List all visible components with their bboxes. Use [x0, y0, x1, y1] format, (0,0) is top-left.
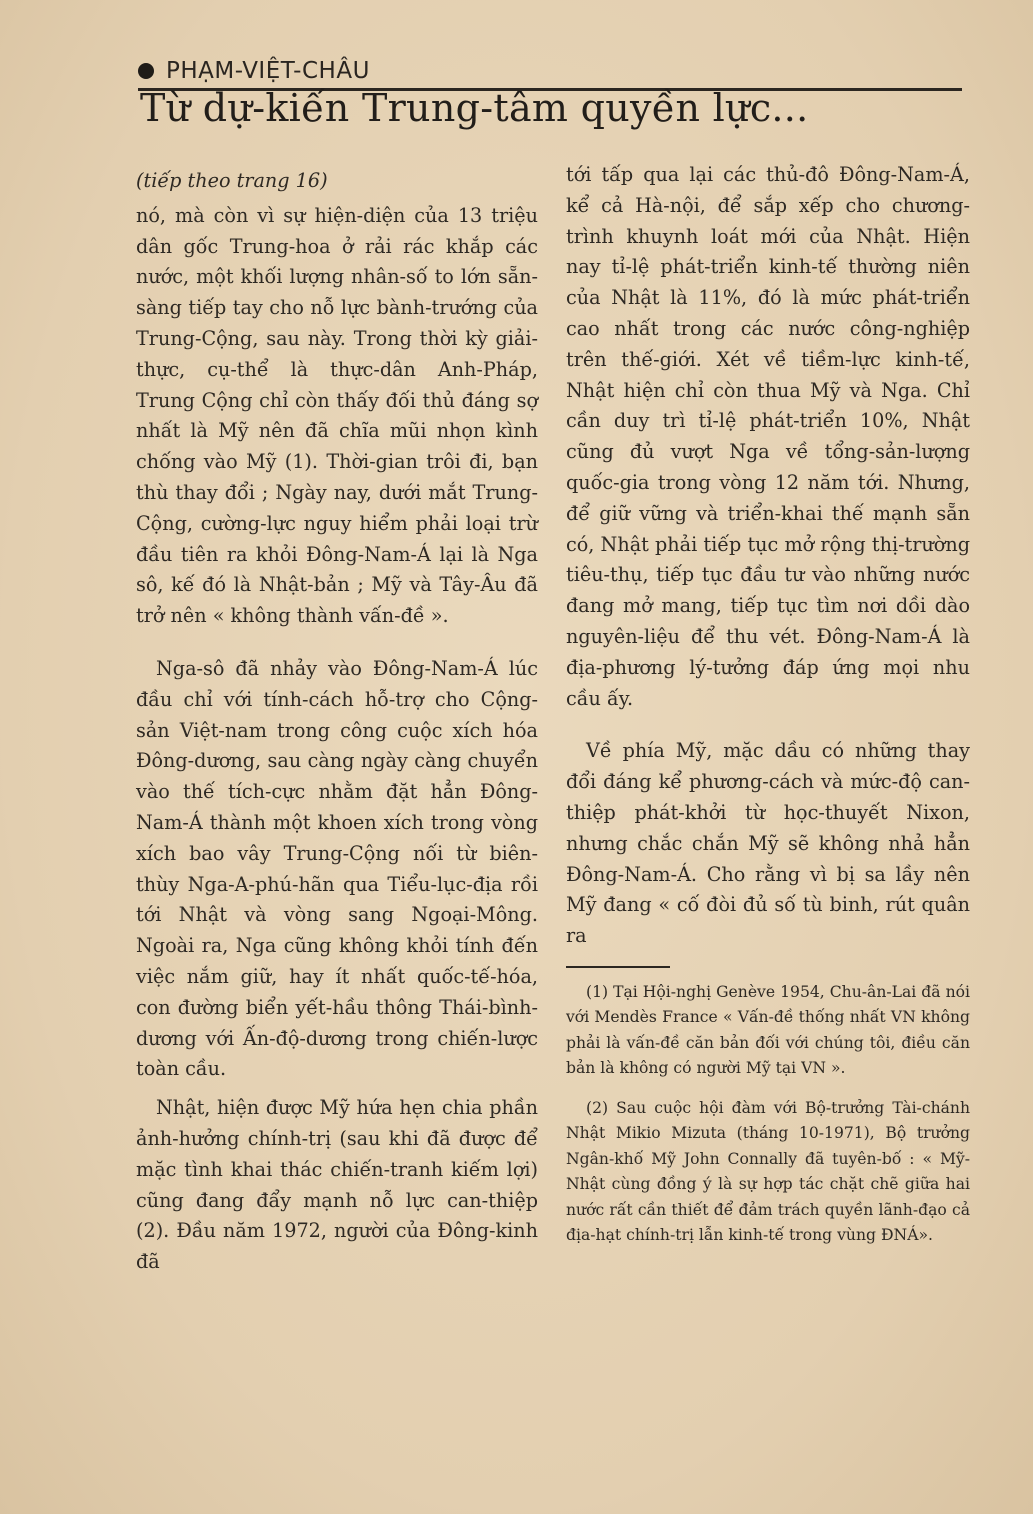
article-title: Từ dự-kiến Trung-tâm quyền lực... [140, 86, 809, 130]
paragraph: Nhật, hiện được Mỹ hứa hẹn chia phần ảnh-hưởng chính-trị (sau khi đã được để mặc tình khai thác chiến-tranh kiếm lợi) cũng đang đẩy mạnh nỗ lực can-thiệp (2). Đầu năm 1972, người của Đông-kinh đã [136, 1096, 538, 1274]
footnote: (2) Sau cuộc hội đàm với Bộ-trưởng Tài-chánh Nhật Mikio Mizuta (tháng 10-1971), Bộ trưởng Ngân-khố Mỹ John Connally đã tuyên-bố : « Mỹ-Nhật cùng đồng ý là sự hợp tác chặt chẽ giữa hai nước rất cần thiết để đảm trách quyền lãnh-đạo cả địa-hạt chính-trị lẫn kinh-tế trong vùng ĐNÁ». [566, 1098, 970, 1245]
paragraph: Về phía Mỹ, mặc dầu có những thay đổi đáng kể phương-cách và mức-độ can-thiệp phát-khởi từ học-thuyết Nixon, nhưng chắc chắn Mỹ sẽ không nhả hẳn Đông-Nam-Á. Cho rằng vì bị sa lầy nên Mỹ đang « cố đòi đủ số tù binh, rút quân ra [566, 739, 970, 948]
paragraph: nó, mà còn vì sự hiện-diện của 13 triệu dân gốc Trung-hoa ở rải rác khắp các nước, một khối lượng nhân-số to lớn sẵn-sàng tiếp tay cho nỗ lực bành-trướng của Trung-Cộng, sau này. Trong thời kỳ giải-thực, cụ-thể là thực-dân Anh-Pháp, Trung Cộng chỉ còn thấy đối thủ đáng sợ nhất là Mỹ nên đã chĩa mũi nhọn kình chống vào Mỹ (1). Thời-gian trôi đi, bạn thù thay đổi ; Ngày nay, dưới mắt Trung-Cộng, cường-lực nguy hiểm phải loại trừ đầu tiên ra khỏi Đông-Nam-Á lại là Nga sô, kế đó là Nhật-bản ; Mỹ và Tây-Âu đã trở nên « không thành vấn-đề ». [136, 203, 538, 628]
paragraph: tới tấp qua lại các thủ-đô Đông-Nam-Á, kể cả Hà-nội, để sắp xếp cho chương-trình khuynh loát mới của Nhật. Hiện nay tỉ-lệ phát-triển kinh-tế thường niên của Nhật là 11%, đó là mức phát-triển cao nhất trong các nước công-nghiệp trên thế-giới. Xét về tiềm-lực kinh-tế, Nhật hiện chỉ còn thua Mỹ và Nga. Chỉ cần duy trì tỉ-lệ phát-triển 10%, Nhật cũng đủ vượt Nga về tổng-sản-lượng quốc-gia trong vòng 12 năm tới. Nhưng, để giữ vững và triển-khai thế mạnh sẵn có, Nhật phải tiếp tục mở rộng thị-trường tiêu-thụ, tiếp tục đầu tư vào những nước đang mở mang, tiếp tục tìm nơi dồi dào nguyên-liệu để thu vét. Đông-Nam-Á là địa-phương lý-tưởng đáp ứng mọi nhu cầu ấy. [566, 163, 970, 710]
bullet-icon [138, 63, 154, 79]
right-column [566, 160, 970, 1249]
footnote-rule [566, 966, 670, 968]
author-name: PHẠM-VIỆT-CHÂU [166, 58, 370, 84]
continued-note: (tiếp theo trang 16) [136, 169, 328, 192]
footnote: (1) Tại Hội-nghị Genève 1954, Chu-ân-Lai đã nói với Mendès France « Vấn-đề thống nhất VN không phải là vấn-đề căn bản đối với chúng tôi, điều căn bản là không có người Mỹ tại VN ». [566, 982, 970, 1078]
left-column [136, 166, 538, 1278]
byline [138, 58, 370, 84]
paragraph: Nga-sô đã nhảy vào Đông-Nam-Á lúc đầu chỉ với tính-cách hỗ-trợ cho Cộng-sản Việt-nam trong công cuộc xích hóa Đông-dương, sau càng ngày càng chuyển vào thế tích-cực nhằm đặt hẳn Đông-Nam-Á thành một khoen xích trong vòng xích bao vây Trung-Cộng nối từ biên-thùy Nga-A-phú-hãn qua Tiểu-lục-địa rồi tới Nhật và vòng sang Ngoại-Mông. Ngoài ra, Nga cũng không khỏi tính đến việc nắm giữ, hay ít nhất quốc-tế-hóa, con đường biển yết-hầu thông Thái-bình-dương với Ấn-độ-dương trong chiến-lược toàn cầu. [136, 656, 538, 1081]
